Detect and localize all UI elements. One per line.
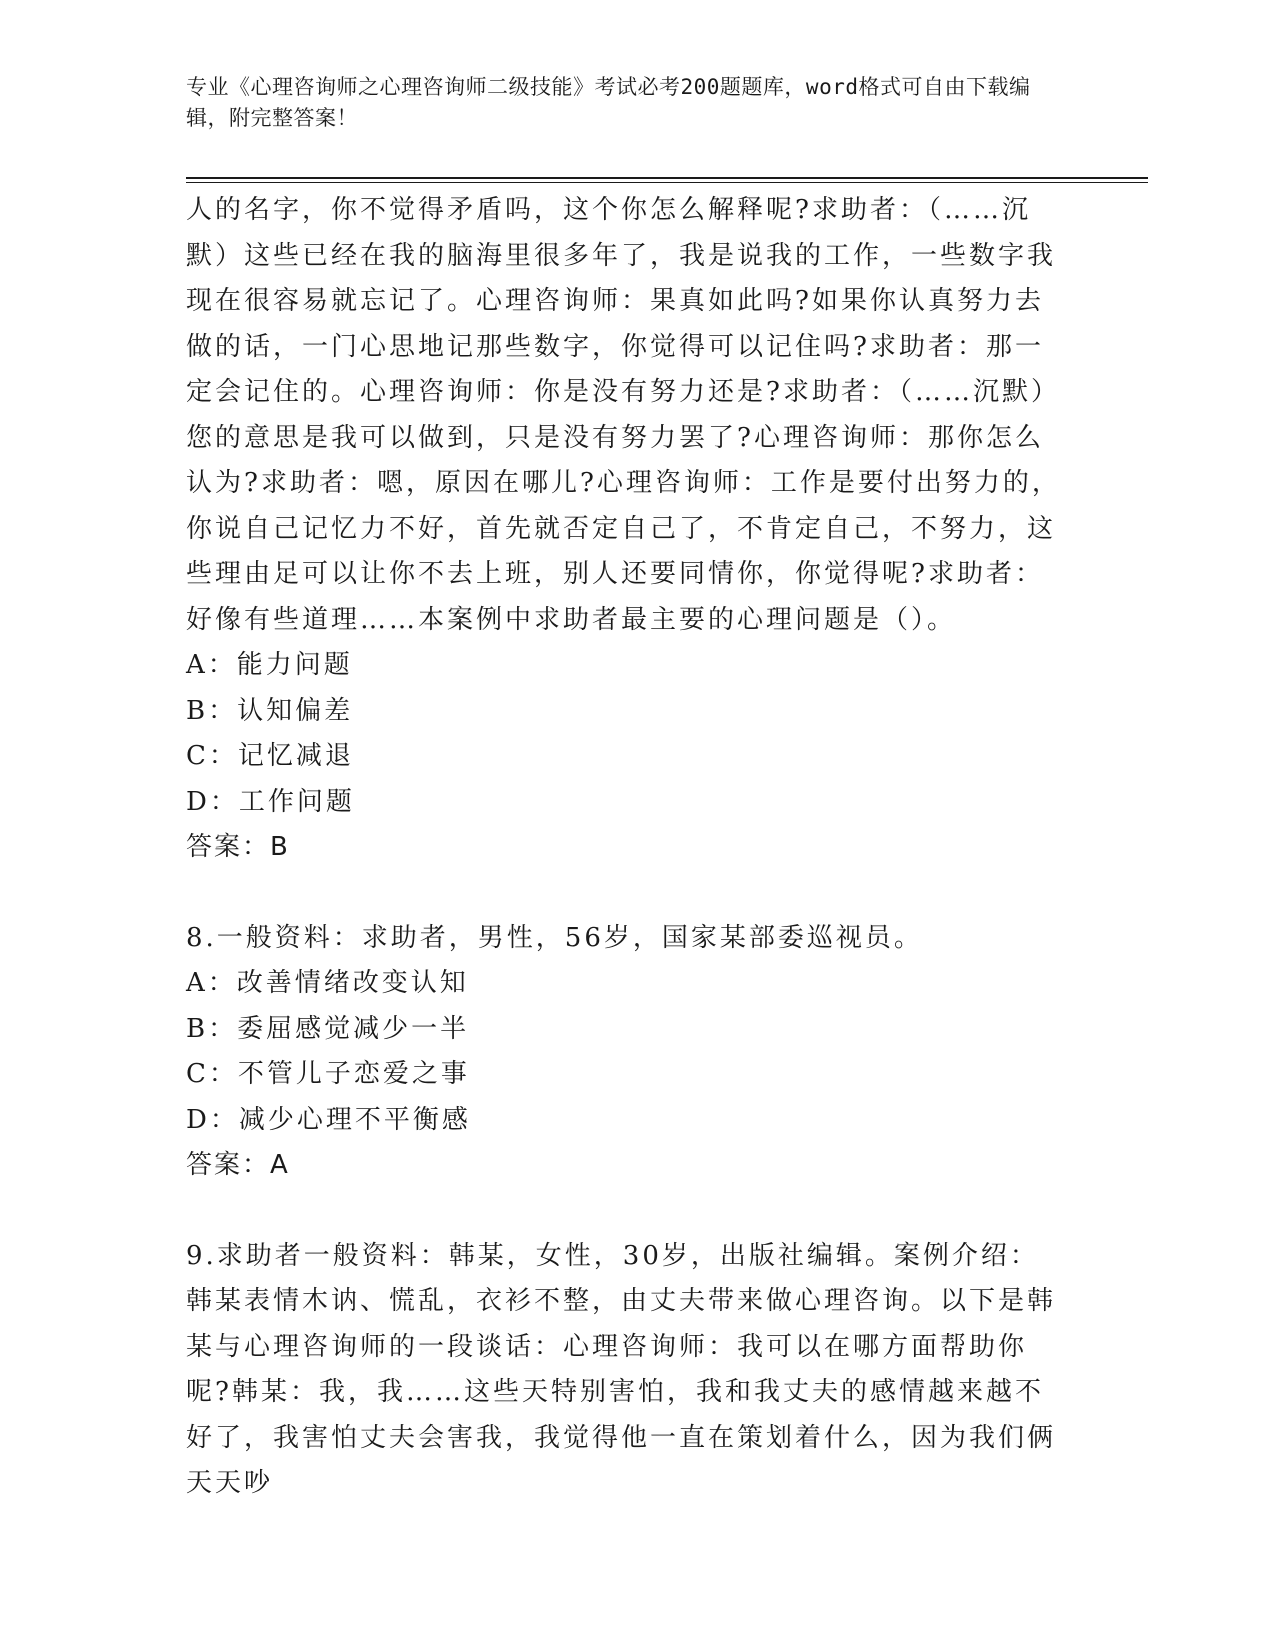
spacer [186, 1189, 1066, 1234]
option-b: B：认知偏差 [186, 695, 354, 726]
option-c: C：不管儿子恋爱之事 [186, 1059, 470, 1089]
option-d: D：工作问题 [186, 786, 355, 817]
question-text: 9.求助者一般资料：韩某，女性，30岁，出版社编辑。案例介绍：韩某表情木讷、慌乱，衣衫不整，由丈夫带来做心理咨询。以下是韩某与心理咨询师的一段谈话：心理咨询师：我可以在哪方面帮助你呢?韩某：我，我……这些天特别害怕，我和我丈夫的感情越来越不好了，我害怕丈夫会害我，我觉得他一直在策划着什么，因为我们俩天天吵 [186, 1240, 1057, 1498]
question-8 [186, 916, 1066, 1189]
answer: 答案：A [186, 1150, 290, 1180]
answer: 答案：B [186, 832, 290, 862]
header-rule-thick [186, 177, 1148, 179]
header-title: 专业《心理咨询师之心理咨询师二级技能》考试必考200题题库，word格式可自由下载编辑，附完整答案！ [186, 75, 1031, 130]
option-a: A：能力问题 [186, 650, 353, 680]
question-7 [186, 188, 1066, 871]
document-body [186, 188, 1066, 1507]
option-c: C：记忆减退 [186, 741, 354, 771]
option-b: B：委屈感觉减少一半 [186, 1013, 470, 1044]
option-d: D：减少心理不平衡感 [186, 1104, 471, 1135]
document-header [186, 72, 1066, 134]
spacer [186, 871, 1066, 916]
option-a: A：改善情绪改变认知 [186, 968, 469, 998]
header-rule-thin [186, 182, 1148, 183]
question-text: 8.一般资料：求助者，男性，56岁，国家某部委巡视员。 [186, 922, 923, 953]
question-text: 人的名字，你不觉得矛盾吗，这个你怎么解释呢?求助者：（……沉默）这些已经在我的脑海里很多年了，我是说我的工作，一些数字我现在很容易就忘记了。心理咨询师：果真如此吗?如果你认真努力去做的话，一门心思地记那些数字，你觉得可以记住吗?求助者：那一定会记住的。心理咨询师：你是没有努力还是?求助者：（……沉默）您的意思是我可以做到，只是没有努力罢了?心理咨询师：那你怎么认为?求助者：嗯，原因在哪儿?心理咨询师：工作是要付出努力的，你说自己记忆力不好，首先就否定自己了，不肯定自己，不努力，这些理由足可以让你不去上班，别人还要同情你，你觉得呢?求助者：好像有些道理……本案例中求助者最主要的心理问题是（）。 [186, 195, 1061, 635]
question-9 [186, 1234, 1066, 1507]
